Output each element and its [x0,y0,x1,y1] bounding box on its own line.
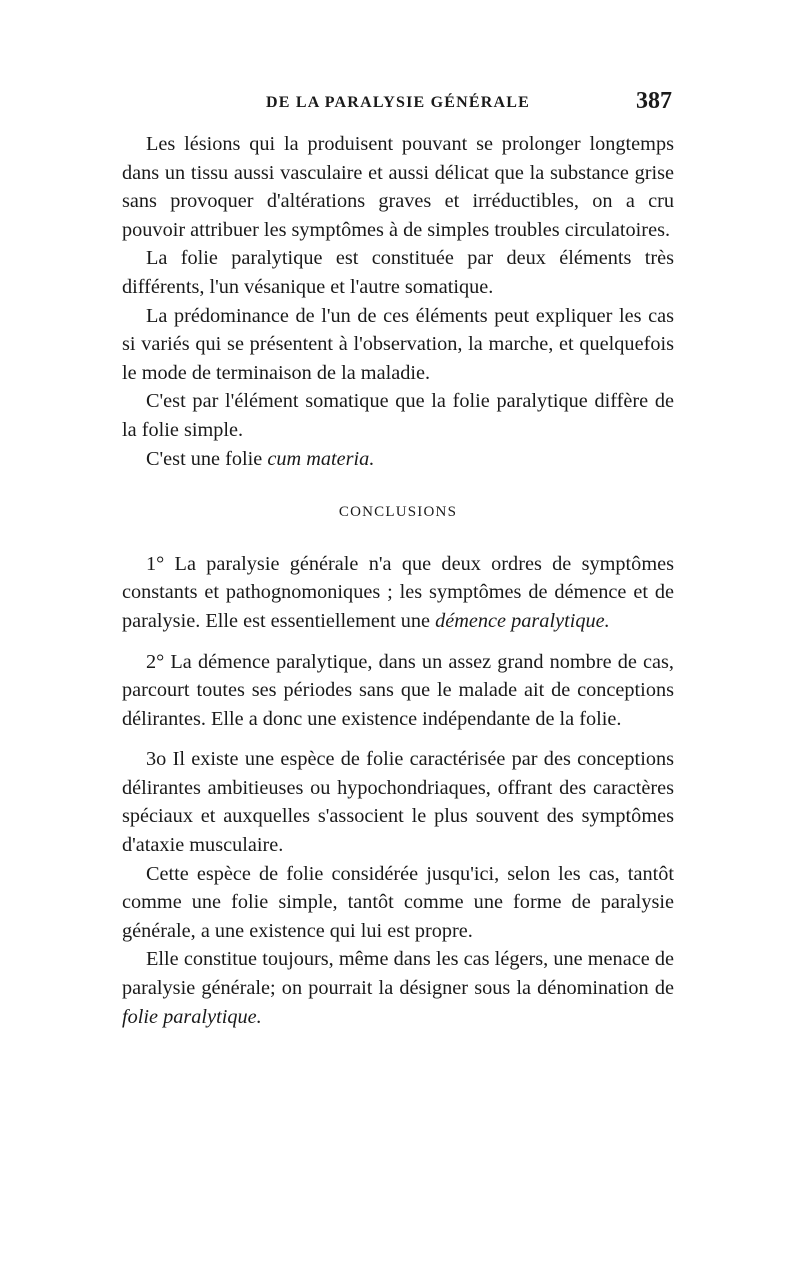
conclusion-3-final-text: Elle constitue toujours, même dans les cas légers, une menace de paralysie générale; on pourrait la désigner sous la dénomination de [122,948,674,1000]
conclusion-2: 2° La démence paralytique, dans un assez grand nombre de cas, parcourt toutes ses périodes sans que le malade ait de conceptions délirantes. Elle a donc une existence indépendante de la folie. [122,650,674,730]
cum-materia-italic: cum materia. [267,447,375,470]
book-page [122,88,674,1031]
paragraph-predominance: La prédominance de l'un de ces éléments peut expliquer les cas si variés qui se présentent à l'observation, la marche, et quelquefois le mode de terminaison de la maladie. [122,304,674,384]
conclusions-section [122,550,674,1032]
conclusion-3: 3o Il existe une espèce de folie caractérisée par des conceptions délirantes ambitieuses ou hypochondriaques, offrant des caractères spéciaux et auxquelles s'associent le plus souvent des symptômes d'ataxie musculaire. [122,748,674,857]
conclusion-3-continuation: Cette espèce de folie considérée jusqu'ici, selon les cas, tantôt comme une folie simple, tantôt comme une forme de paralysie générale, a une existence qui lui est propre. [122,862,674,942]
running-title: DE LA PARALYSIE GÉNÉRALE [266,94,530,111]
cum-materia-prefix: C'est une folie [146,447,268,470]
conclusions-heading: CONCLUSIONS [338,504,458,521]
conclusion-1-italic: démence paralytique. [435,609,610,632]
conclusion-1-text: 1° La paralysie générale n'a que deux ordres de symptômes constants et pathognomoniques ; les symptômes de démence et de paralysie. Elle est essentiellement une [122,552,674,632]
conclusion-1 [122,550,674,636]
conclusion-3-final-italic: folie paralytique. [122,1005,262,1028]
paragraph-cum-materia [122,445,674,474]
paragraph-folie-paralytique: La folie paralytique est constituée par deux éléments très différents, l'un vésanique et l'autre somatique. [122,247,674,298]
paragraph-lesions: Les lésions qui la produisent pouvant se prolonger longtemps dans un tissu aussi vasculaire et aussi délicat que la substance grise sans provoquer d'altérations graves et irréductibles, on a cru pouvoir attribuer les symptômes à de simples troubles circulatoires. [122,133,674,241]
conclusion-3-final [122,945,674,1031]
body-text [122,130,674,473]
page-number: 387 [636,88,672,114]
paragraph-element-somatique: C'est par l'élément somatique que la folie paralytique diffère de la folie simple. [122,390,674,441]
running-head [122,88,674,128]
